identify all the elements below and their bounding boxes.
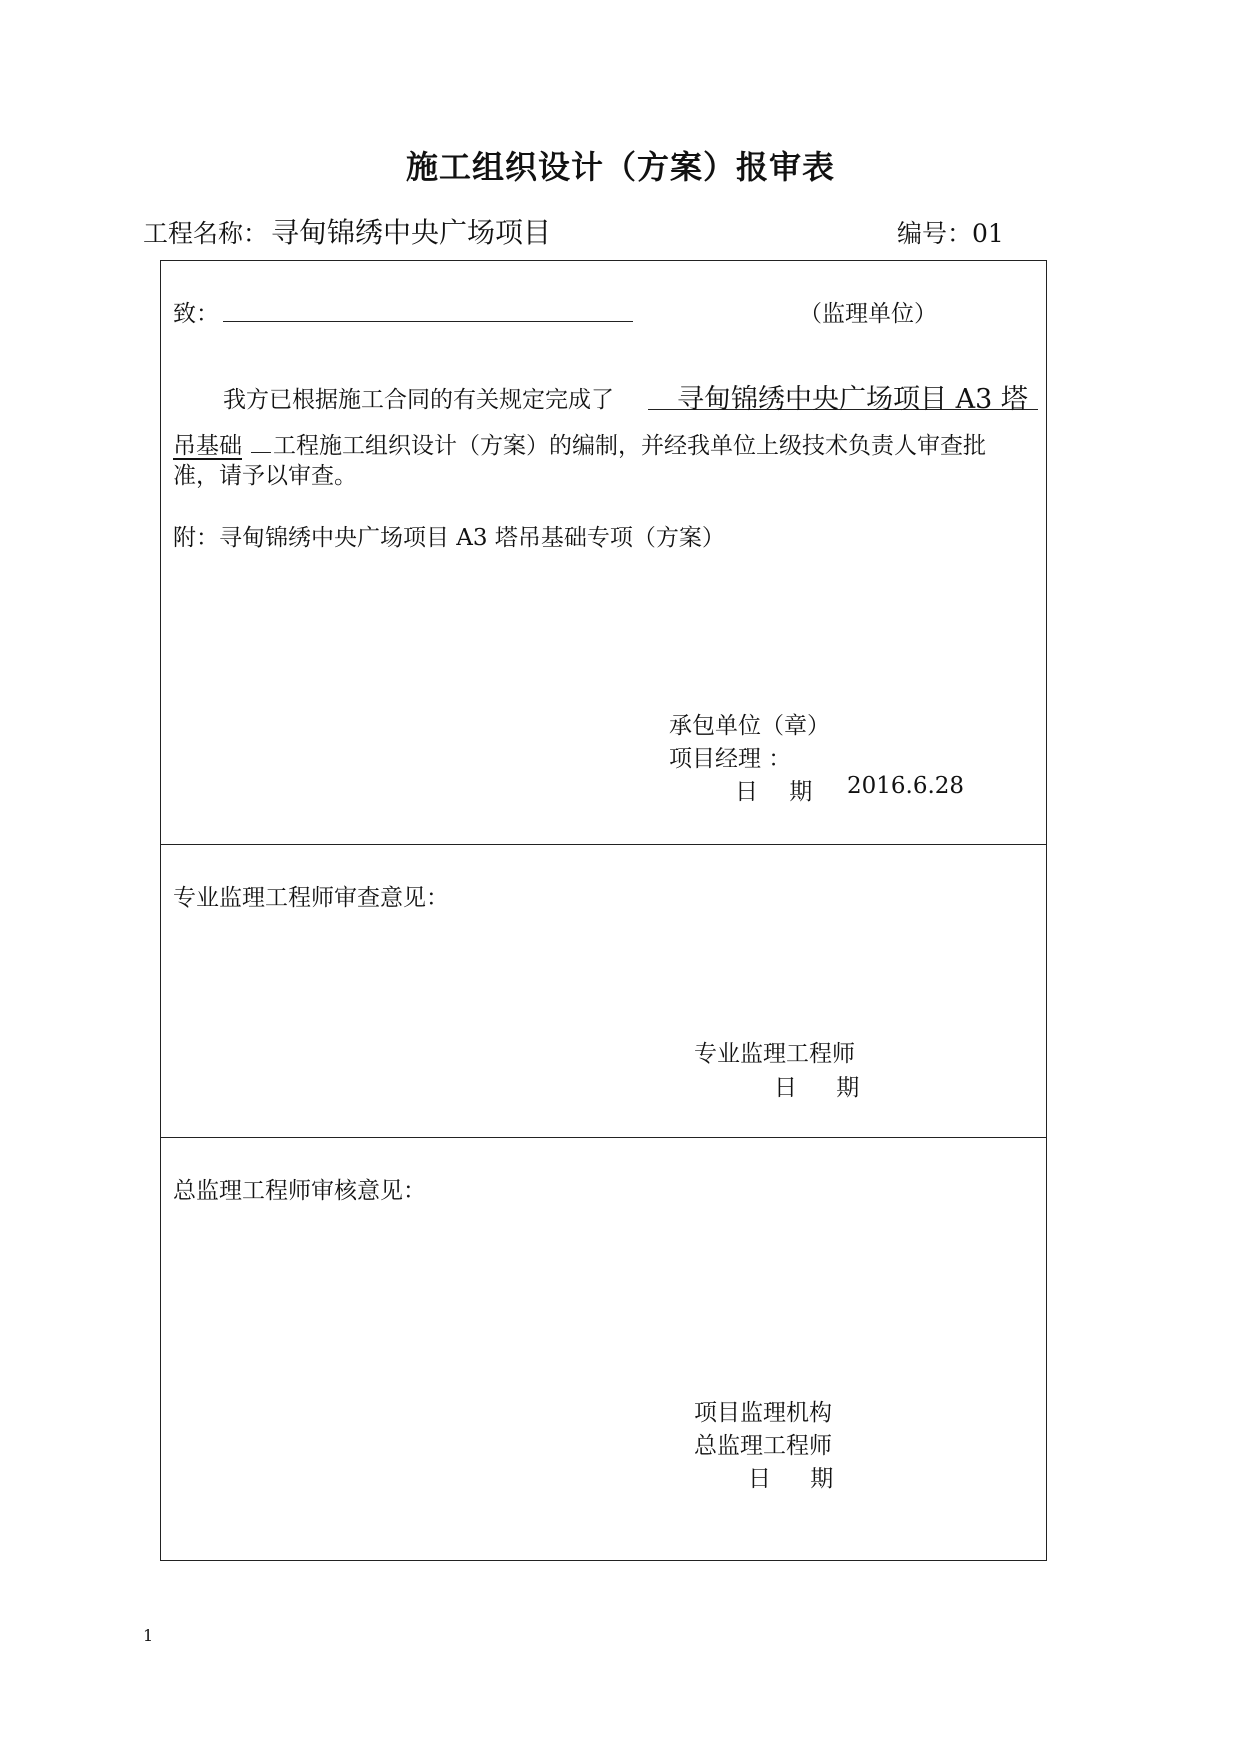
project-manager-label: 项目经理 ： (669, 746, 792, 772)
date-label: 日 期 (735, 779, 813, 805)
chief-review-heading: 总监理工程师审核意见： (173, 1178, 426, 1204)
submission-project-fill-cont: 吊基础 (173, 433, 242, 459)
chief-signer-label: 总监理工程师 (694, 1433, 832, 1459)
project-name-label: 工程名称： (143, 219, 269, 248)
page-number: 1 (143, 1626, 154, 1645)
chief-review-section (161, 1138, 1046, 1560)
attachment-line: 附：寻甸锦绣中央广场项目 A3 塔吊基础专项（方案） (173, 525, 725, 551)
to-field[interactable] (223, 321, 633, 322)
date-value: 2016.6.28 (847, 773, 965, 799)
submission-body-line2: 工程施工组织设计（方案）的编制，并经我单位上级技术负责人审查批 (273, 433, 986, 459)
submission-section (161, 261, 1046, 845)
engineer-review-section (161, 845, 1046, 1138)
submission-body-prefix: 我方已根据施工合同的有关规定完成了 (223, 387, 614, 413)
submission-project-fill: 寻甸锦绣中央广场项目 A3 塔 (677, 384, 1028, 415)
submission-body-line3: 准，请予以审查。 (173, 463, 357, 489)
review-form-table (160, 260, 1047, 1561)
project-name-value: 寻甸锦绣中央广场项目 (271, 216, 552, 249)
engineer-date-label: 日 期 (774, 1075, 860, 1101)
supervision-org-label: 项目监理机构 (694, 1400, 832, 1426)
contractor-seal-label: 承包单位（章） (669, 713, 830, 739)
form-number: 编号：01 (897, 219, 1004, 248)
chief-date-label: 日 期 (748, 1466, 834, 1492)
supervision-unit-label: （监理单位） (799, 301, 937, 327)
form-title: 施工组织设计（方案）报审表 (405, 148, 835, 186)
engineer-review-heading: 专业监理工程师审查意见： (173, 885, 449, 911)
fill-underline-tail (251, 452, 271, 453)
engineer-signer-label: 专业监理工程师 (694, 1041, 855, 1067)
to-label: 致： (173, 301, 219, 327)
